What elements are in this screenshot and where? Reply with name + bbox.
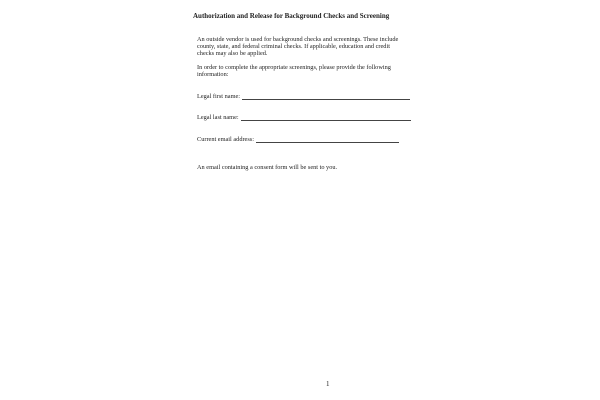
instructions-paragraph: In order to complete the appropriate screenings, please provide the following information: [197, 64, 391, 79]
first-name-field[interactable] [197, 93, 410, 100]
page-number: 1 [326, 380, 330, 388]
last-name-label: Legal last name: [197, 114, 239, 121]
email-field[interactable] [197, 136, 399, 143]
first-name-label: Legal first name: [197, 93, 241, 100]
last-name-blank[interactable] [241, 114, 411, 121]
closing-text: An email containing a consent form will be sent to you. [197, 164, 338, 171]
email-blank[interactable] [256, 136, 399, 143]
document-title: Authorization and Release for Background Checks and Screening [193, 12, 390, 20]
email-label: Current email address: [197, 136, 255, 143]
last-name-field[interactable] [197, 114, 411, 121]
first-name-blank[interactable] [242, 93, 410, 100]
intro-paragraph: An outside vendor is used for background checks and screenings. These include county, state, and federal criminal checks. If applicable, education and credit checks may also be applied. [197, 36, 399, 58]
